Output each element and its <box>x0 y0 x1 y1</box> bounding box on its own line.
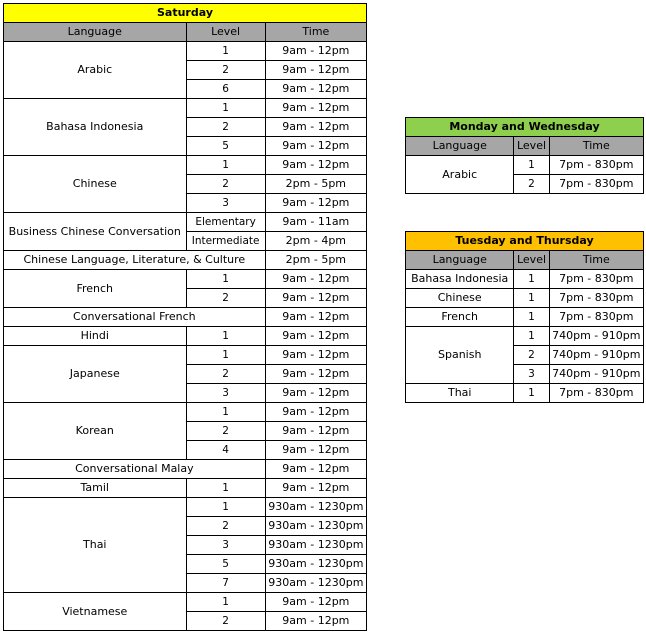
time-cell: 9am - 11am <box>265 213 366 232</box>
time-cell: 7pm - 830pm <box>549 156 643 175</box>
language-cell: Chinese <box>406 289 514 308</box>
language-cell: Spanish <box>406 327 514 384</box>
time-cell: 9am - 12pm <box>265 479 366 498</box>
level-cell: 1 <box>186 99 265 118</box>
time-cell: 9am - 12pm <box>265 80 366 99</box>
monday-wednesday-table-body <box>406 118 644 194</box>
level-cell: 2 <box>186 118 265 137</box>
language-cell: Chinese Language, Literature, & Culture <box>4 251 266 270</box>
level-cell: 2 <box>514 175 549 194</box>
saturday-title: Saturday <box>4 4 367 23</box>
time-cell: 9am - 12pm <box>265 289 366 308</box>
table-row <box>4 460 367 479</box>
language-cell: Japanese <box>4 346 187 403</box>
level-cell: 3 <box>186 536 265 555</box>
time-cell: 7pm - 830pm <box>549 175 643 194</box>
table-row <box>406 327 644 346</box>
level-cell: 1 <box>186 479 265 498</box>
header-level: Level <box>186 23 265 42</box>
level-cell: 3 <box>186 194 265 213</box>
time-cell: 740pm - 910pm <box>549 327 643 346</box>
language-cell: Chinese <box>4 156 187 213</box>
time-cell: 2pm - 5pm <box>265 175 366 194</box>
level-cell: 2 <box>186 365 265 384</box>
level-cell: 1 <box>514 384 549 403</box>
table-row <box>4 403 367 422</box>
tuesday-thursday-table-body <box>406 232 644 403</box>
header-language: Language <box>406 137 514 156</box>
time-cell: 7pm - 830pm <box>549 289 643 308</box>
level-cell: 3 <box>514 365 549 384</box>
tuesday-thursday-title: Tuesday and Thursday <box>406 232 644 251</box>
level-cell: 2 <box>186 175 265 194</box>
level-cell: 1 <box>514 270 549 289</box>
language-cell: Arabic <box>406 156 514 194</box>
level-cell: 6 <box>186 80 265 99</box>
tuesday-thursday-table <box>405 231 644 403</box>
monday-wednesday-table <box>405 117 644 194</box>
table-row <box>406 308 644 327</box>
level-cell: 2 <box>186 517 265 536</box>
table-row <box>4 479 367 498</box>
time-cell: 2pm - 5pm <box>265 251 366 270</box>
time-cell: 9am - 12pm <box>265 137 366 156</box>
level-cell: 1 <box>514 289 549 308</box>
time-cell: 9am - 12pm <box>265 99 366 118</box>
language-cell: Thai <box>4 498 187 593</box>
time-cell: 2pm - 4pm <box>265 232 366 251</box>
language-cell: Business Chinese Conversation <box>4 213 187 251</box>
language-cell: Hindi <box>4 327 187 346</box>
table-row <box>4 308 367 327</box>
time-cell: 930am - 1230pm <box>265 517 366 536</box>
level-cell: 3 <box>186 384 265 403</box>
table-row <box>4 270 367 289</box>
table-row <box>4 498 367 517</box>
language-cell: Conversational French <box>4 308 266 327</box>
level-cell: 2 <box>186 422 265 441</box>
table-row <box>406 156 644 175</box>
time-cell: 9am - 12pm <box>265 593 366 612</box>
time-cell: 9am - 12pm <box>265 612 366 631</box>
time-cell: 9am - 12pm <box>265 403 366 422</box>
language-cell: Arabic <box>4 42 187 99</box>
level-cell: 2 <box>514 346 549 365</box>
level-cell: Elementary <box>186 213 265 232</box>
time-cell: 930am - 1230pm <box>265 574 366 593</box>
time-cell: 9am - 12pm <box>265 270 366 289</box>
table-row <box>4 42 367 61</box>
time-cell: 930am - 1230pm <box>265 498 366 517</box>
table-row <box>406 384 644 403</box>
language-cell: French <box>4 270 187 308</box>
level-cell: 1 <box>186 327 265 346</box>
level-cell: 2 <box>186 612 265 631</box>
language-cell: Tamil <box>4 479 187 498</box>
table-row <box>4 251 367 270</box>
time-cell: 9am - 12pm <box>265 194 366 213</box>
level-cell: 1 <box>186 42 265 61</box>
level-cell: 2 <box>186 289 265 308</box>
time-cell: 9am - 12pm <box>265 384 366 403</box>
table-row <box>4 327 367 346</box>
language-cell: Conversational Malay <box>4 460 266 479</box>
time-cell: 9am - 12pm <box>265 460 366 479</box>
monday-wednesday-title: Monday and Wednesday <box>406 118 644 137</box>
time-cell: 930am - 1230pm <box>265 555 366 574</box>
time-cell: 740pm - 910pm <box>549 346 643 365</box>
header-level: Level <box>514 137 549 156</box>
level-cell: Intermediate <box>186 232 265 251</box>
time-cell: 7pm - 830pm <box>549 270 643 289</box>
header-time: Time <box>549 137 643 156</box>
language-cell: Korean <box>4 403 187 460</box>
time-cell: 9am - 12pm <box>265 42 366 61</box>
level-cell: 1 <box>186 403 265 422</box>
header-language: Language <box>406 251 514 270</box>
time-cell: 9am - 12pm <box>265 61 366 80</box>
time-cell: 7pm - 830pm <box>549 384 643 403</box>
time-cell: 9am - 12pm <box>265 422 366 441</box>
table-row <box>4 346 367 365</box>
time-cell: 9am - 12pm <box>265 156 366 175</box>
table-row <box>4 99 367 118</box>
language-cell: French <box>406 308 514 327</box>
level-cell: 1 <box>186 593 265 612</box>
time-cell: 7pm - 830pm <box>549 308 643 327</box>
time-cell: 930am - 1230pm <box>265 536 366 555</box>
level-cell: 1 <box>186 270 265 289</box>
language-cell: Thai <box>406 384 514 403</box>
level-cell: 4 <box>186 441 265 460</box>
table-row <box>406 289 644 308</box>
time-cell: 9am - 12pm <box>265 365 366 384</box>
level-cell: 1 <box>514 327 549 346</box>
time-cell: 9am - 12pm <box>265 308 366 327</box>
language-cell: Vietnamese <box>4 593 187 631</box>
table-row <box>4 213 367 232</box>
time-cell: 9am - 12pm <box>265 441 366 460</box>
level-cell: 1 <box>186 156 265 175</box>
header-level: Level <box>514 251 549 270</box>
header-time: Time <box>549 251 643 270</box>
saturday-table <box>3 3 367 631</box>
level-cell: 1 <box>186 498 265 517</box>
time-cell: 9am - 12pm <box>265 327 366 346</box>
time-cell: 740pm - 910pm <box>549 365 643 384</box>
table-row <box>406 270 644 289</box>
language-cell: Bahasa Indonesia <box>4 99 187 156</box>
time-cell: 9am - 12pm <box>265 118 366 137</box>
level-cell: 5 <box>186 137 265 156</box>
level-cell: 1 <box>186 346 265 365</box>
level-cell: 1 <box>514 308 549 327</box>
level-cell: 5 <box>186 555 265 574</box>
header-time: Time <box>265 23 366 42</box>
time-cell: 9am - 12pm <box>265 346 366 365</box>
level-cell: 7 <box>186 574 265 593</box>
table-row <box>4 593 367 612</box>
table-row <box>4 156 367 175</box>
header-language: Language <box>4 23 187 42</box>
saturday-table-body <box>4 4 367 631</box>
level-cell: 2 <box>186 61 265 80</box>
language-cell: Bahasa Indonesia <box>406 270 514 289</box>
level-cell: 1 <box>514 156 549 175</box>
